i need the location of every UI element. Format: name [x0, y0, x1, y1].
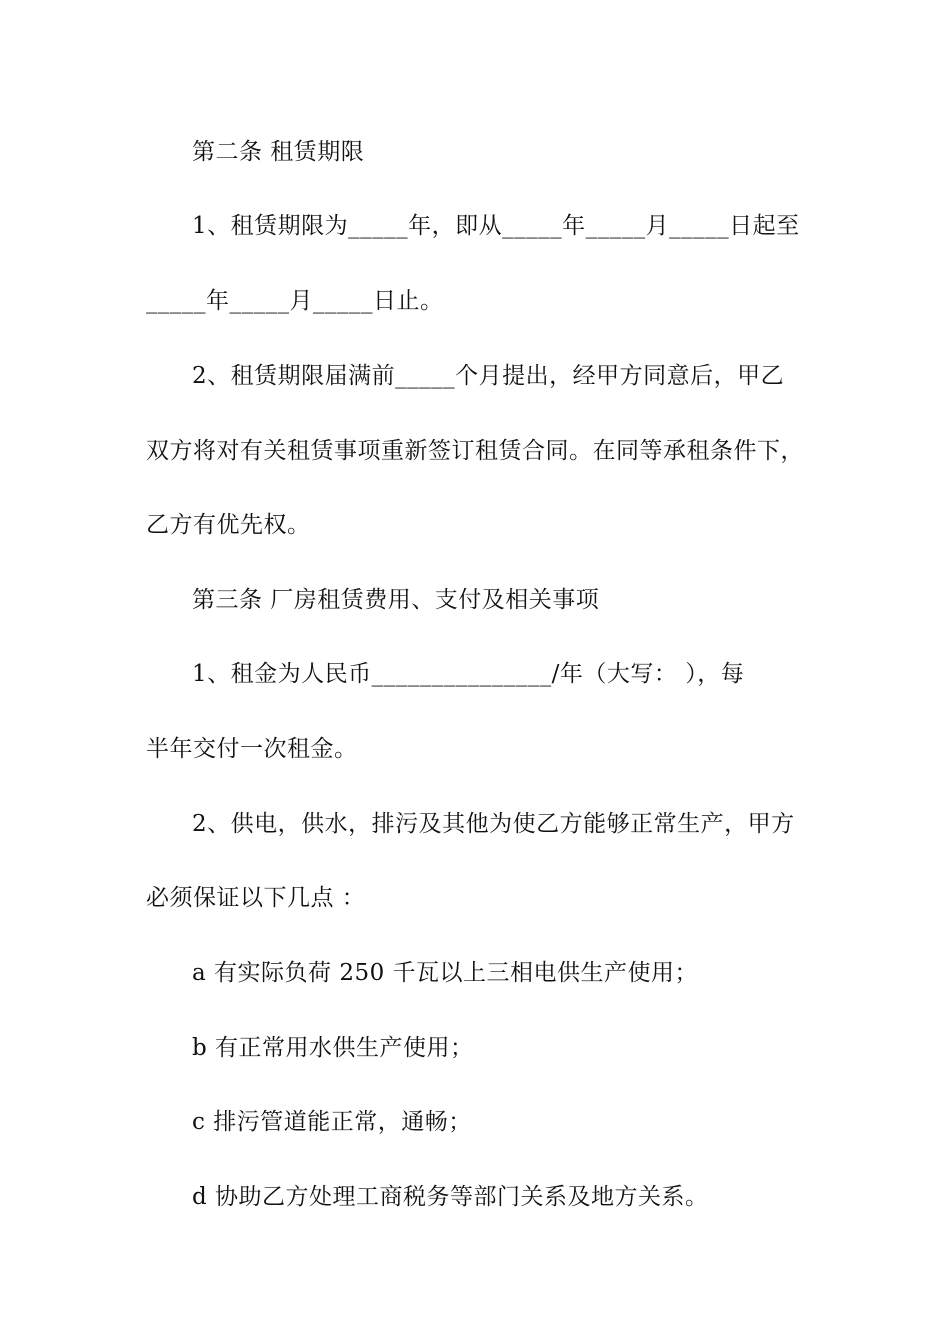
article-2-clause-2-line-1: 2、租赁期限届满前_____个月提出，经甲方同意后，甲乙	[192, 363, 785, 389]
article-2-heading: 第二条 租赁期限	[192, 139, 365, 165]
article-3-clause-1-line-1: 1、租金为人民币_______________/年（大写： ），每	[192, 661, 745, 687]
article-3-clause-2-line-2: 必须保证以下几点 ：	[146, 885, 366, 911]
list-item-c: c 排污管道能正常，通畅；	[192, 1109, 472, 1135]
list-item-a: a 有实际负荷 250 千瓦以上三相电供生产使用；	[192, 960, 699, 986]
list-item-d: d 协助乙方处理工商税务等部门关系及地方关系。	[192, 1184, 709, 1210]
article-2-clause-2-line-3: 乙方有优先权。	[146, 512, 311, 538]
article-3-clause-2-line-1: 2、供电，供水，排污及其他为使乙方能够正常生产，甲方	[192, 811, 795, 837]
article-2-clause-1-line-1: 1、租赁期限为_____年，即从_____年_____月_____日起至	[192, 213, 800, 239]
article-3-heading: 第三条 厂房租赁费用、支付及相关事项	[192, 587, 600, 613]
article-2-clause-1-line-2: _____年_____月_____日止。	[146, 288, 444, 314]
article-3-clause-1-line-2: 半年交付一次租金。	[146, 736, 358, 762]
list-item-b: b 有正常用水供生产使用；	[192, 1035, 474, 1061]
article-2-clause-2-line-2: 双方将对有关租赁事项重新签订租赁合同。在同等承租条件下，	[146, 438, 804, 464]
